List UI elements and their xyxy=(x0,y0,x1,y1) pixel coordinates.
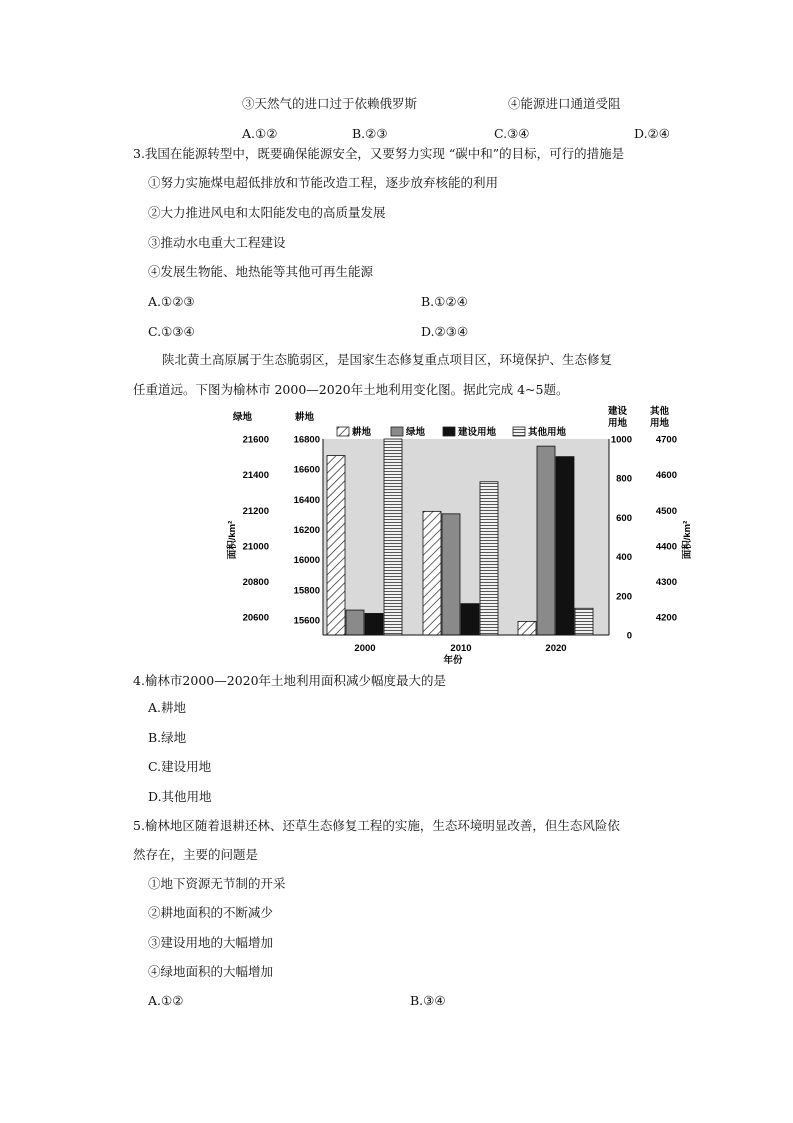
q5-stem-line-2: 然存在，主要的问题是 xyxy=(133,847,259,862)
axis-unit-left: 面积/km² xyxy=(227,520,238,560)
y-tick-farm: 16200 xyxy=(293,524,320,536)
axis-title-green: 绿地 xyxy=(233,412,253,423)
q5-item-4: ④绿地面积的大幅增加 xyxy=(148,964,274,979)
q5-option-b: B.③④ xyxy=(410,993,446,1008)
x-axis-label: 年份 xyxy=(443,655,463,666)
y-tick-green: 20600 xyxy=(242,612,269,624)
bar-other-2010 xyxy=(480,482,498,635)
q2-item-4: ④能源进口通道受阻 xyxy=(508,96,621,111)
y-tick-green: 21000 xyxy=(242,541,269,553)
axis-title-other-2: 用地 xyxy=(650,418,670,429)
y-tick-green: 20800 xyxy=(242,577,269,589)
q3-option-d: D.②③④ xyxy=(421,324,469,339)
q5-stem-line-1: 5.榆林地区随着退耕还林、还草生态修复工程的实施，生态环境明显改善，但生态风险依 xyxy=(133,818,620,833)
legend-label-green: 绿地 xyxy=(406,427,426,438)
y-tick-farm: 15600 xyxy=(293,615,320,627)
q5-item-3: ③建设用地的大幅增加 xyxy=(148,935,274,950)
y-tick-farm: 16000 xyxy=(293,555,320,567)
y-tick-farm: 15800 xyxy=(293,585,320,597)
q5-item-2: ②耕地面积的不断减少 xyxy=(148,905,274,920)
q4-option-a: A.耕地 xyxy=(148,700,187,715)
y-tick-green: 21400 xyxy=(242,470,269,482)
y-tick-construction: 600 xyxy=(616,512,632,524)
axis-title-construction-1: 建设 xyxy=(608,406,628,417)
bar-construction-2000 xyxy=(365,613,383,635)
chart-legend xyxy=(337,426,567,438)
y-tick-farm: 16600 xyxy=(293,464,320,476)
bar-farm-2020 xyxy=(518,621,536,635)
q2-option-a: A.①② xyxy=(242,126,278,141)
bar-other-2020 xyxy=(575,608,593,635)
axis-title-other-1: 其他 xyxy=(650,406,670,417)
bar-green-2020 xyxy=(537,446,555,635)
y-tick-other: 4300 xyxy=(655,577,677,589)
bar-farm-2010 xyxy=(423,511,441,635)
y-tick-farm: 16800 xyxy=(293,434,320,446)
y-tick-other: 4400 xyxy=(655,541,677,553)
bar-farm-2000 xyxy=(327,456,345,635)
axis-title-farm: 耕地 xyxy=(295,412,315,423)
q3-item-4: ④发展生物能、地热能等其他可再生能源 xyxy=(148,264,374,279)
land-use-chart xyxy=(225,405,693,667)
passage-line-2: 任重道远。下图为榆林市 2000—2020年土地利用变化图。据此完成 4~5题。 xyxy=(133,382,569,397)
q2-option-c: C.③④ xyxy=(494,126,530,141)
y-tick-farm: 16400 xyxy=(293,494,320,506)
legend-label-farm: 耕地 xyxy=(352,427,372,438)
legend-label-construction: 建设用地 xyxy=(458,427,497,438)
y-tick-construction: 1000 xyxy=(610,434,632,446)
y-tick-other: 4200 xyxy=(655,612,677,624)
y-tick-green: 21600 xyxy=(242,434,269,446)
q4-option-d: D.其他用地 xyxy=(148,789,212,804)
x-tick-label: 2020 xyxy=(545,643,567,654)
bar-green-2010 xyxy=(442,514,460,635)
x-tick-label: 2000 xyxy=(354,643,376,654)
q2-option-d: D.②④ xyxy=(634,126,670,141)
y-tick-other: 4600 xyxy=(655,470,677,482)
x-tick-label: 2010 xyxy=(450,643,472,654)
passage-line-1: 陕北黄土高原属于生态脆弱区，是国家生态修复重点项目区，环境保护、生态修复 xyxy=(162,352,613,367)
bar-green-2000 xyxy=(346,610,364,635)
q2-item-3: ③天然气的进口过于依赖俄罗斯 xyxy=(242,96,418,111)
q2-option-b: B.②③ xyxy=(352,126,388,141)
y-tick-construction: 800 xyxy=(616,473,632,485)
legend-label-other: 其他用地 xyxy=(528,427,567,438)
axis-unit-right: 面积/km² xyxy=(682,520,693,560)
q3-item-2: ②大力推进风电和太阳能发电的高质量发展 xyxy=(148,205,386,220)
bar-other-2000 xyxy=(384,439,402,635)
y-tick-green: 21200 xyxy=(242,505,269,517)
bar-construction-2020 xyxy=(556,457,574,635)
y-tick-construction: 0 xyxy=(626,630,632,642)
q3-option-b: B.①②④ xyxy=(421,294,468,309)
q3-item-3: ③推动水电重大工程建设 xyxy=(148,235,286,250)
q4-stem: 4.榆林市2000—2020年土地利用面积减少幅度最大的是 xyxy=(133,673,447,688)
q3-option-c: C.①③④ xyxy=(148,324,195,339)
q3-option-a: A.①②③ xyxy=(148,294,195,309)
bar-construction-2010 xyxy=(461,604,479,635)
q3-item-1: ①努力实施煤电超低排放和节能改造工程，逐步放弃核能的利用 xyxy=(148,175,499,190)
q4-option-c: C.建设用地 xyxy=(148,759,212,774)
axis-title-construction-2: 用地 xyxy=(608,418,628,429)
q3-stem: 3.我国在能源转型中，既要确保能源安全，又要努力实现 “碳中和”的目标，可行的措施是 xyxy=(133,146,625,161)
y-tick-construction: 200 xyxy=(616,591,632,603)
y-tick-other: 4500 xyxy=(655,505,677,517)
q5-item-1: ①地下资源无节制的开采 xyxy=(148,876,286,891)
y-tick-construction: 400 xyxy=(616,552,632,564)
q5-option-a: A.①② xyxy=(148,993,184,1008)
q4-option-b: B.绿地 xyxy=(148,730,187,745)
y-tick-other: 4700 xyxy=(655,434,677,446)
